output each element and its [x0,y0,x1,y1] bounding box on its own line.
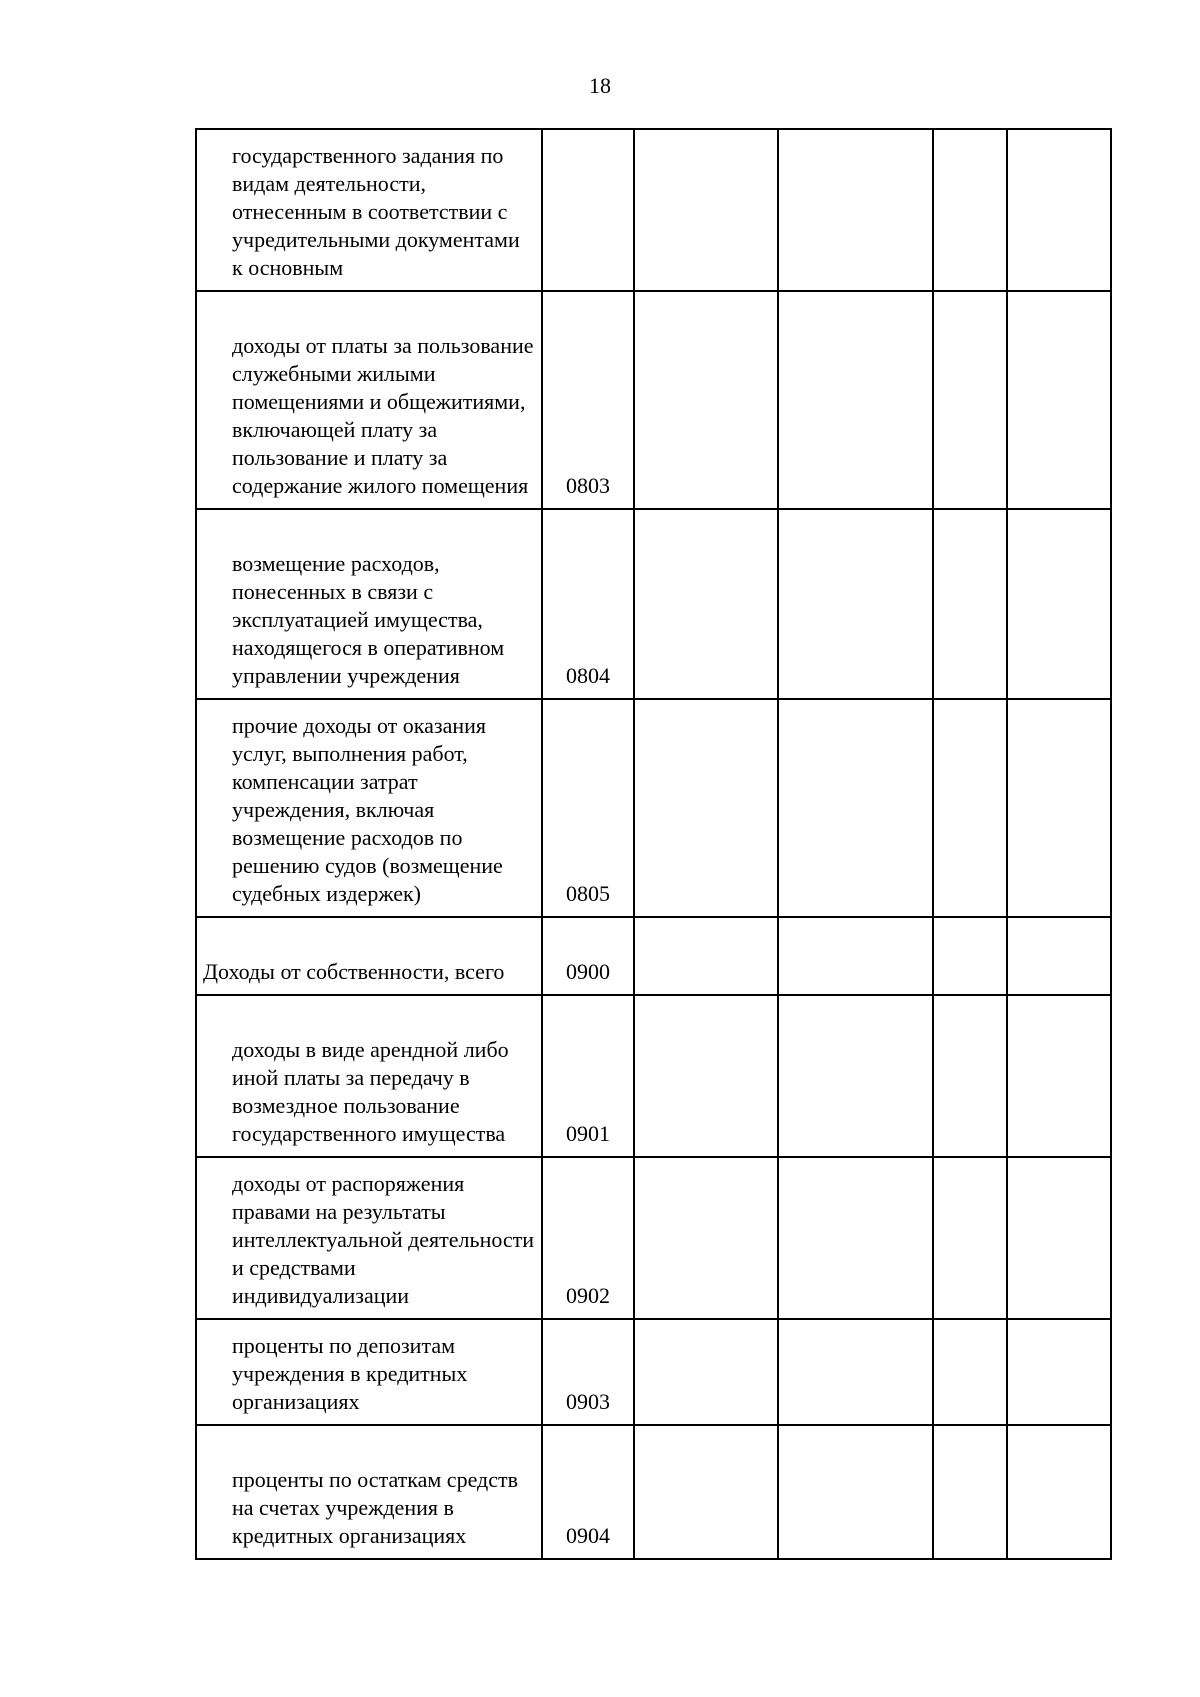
value-cell [634,995,778,1157]
row-description: проценты по депозитам учреждения в кредитных организациях [196,1319,542,1425]
value-cell [933,699,1007,917]
row-description: доходы в виде арендной либо иной платы за передачу в возмездное пользование государственного имущества [196,995,542,1157]
value-cell [778,995,933,1157]
value-cell [933,291,1007,509]
value-cell [778,291,933,509]
value-cell [1007,509,1111,699]
row-code: 0804 [542,509,634,699]
value-cell [778,509,933,699]
value-cell [1007,995,1111,1157]
value-cell [1007,129,1111,291]
row-description: доходы от распоряжения правами на результаты интеллектуальной деятельности и средствами индивидуализации [196,1157,542,1319]
value-cell [933,917,1007,995]
row-code: 0805 [542,699,634,917]
table-row [196,1319,1111,1425]
value-cell [634,1319,778,1425]
value-cell [933,1157,1007,1319]
value-cell [778,917,933,995]
value-cell [778,1157,933,1319]
table-row [196,129,1111,291]
row-description: государственного задания по видам деятельности, отнесенным в соответствии с учредительными документами к основным [196,129,542,291]
value-cell [933,1319,1007,1425]
value-cell [778,1425,933,1559]
value-cell [778,129,933,291]
table-row [196,509,1111,699]
value-cell [634,129,778,291]
value-cell [634,509,778,699]
value-cell [778,699,933,917]
row-code: 0900 [542,917,634,995]
value-cell [1007,1157,1111,1319]
table-row [196,1425,1111,1559]
value-cell [1007,1425,1111,1559]
table-row [196,1157,1111,1319]
value-cell [634,1425,778,1559]
value-cell [778,1319,933,1425]
row-description: прочие доходы от оказания услуг, выполнения работ, компенсации затрат учреждения, включая возмещение расходов по решению судов (возмещение судебных издержек) [196,699,542,917]
row-description: проценты по остаткам средств на счетах учреждения в кредитных организациях [196,1425,542,1559]
table-row [196,995,1111,1157]
row-code: 0904 [542,1425,634,1559]
value-cell [634,291,778,509]
value-cell [634,1157,778,1319]
value-cell [1007,699,1111,917]
row-code: 0901 [542,995,634,1157]
value-cell [933,995,1007,1157]
row-code: 0902 [542,1157,634,1319]
value-cell [634,917,778,995]
row-code [542,129,634,291]
row-code: 0903 [542,1319,634,1425]
value-cell [634,699,778,917]
row-description: возмещение расходов, понесенных в связи с эксплуатацией имущества, находящегося в оперативном управлении учреждения [196,509,542,699]
value-cell [1007,1319,1111,1425]
table-row [196,699,1111,917]
page-number: 18 [589,73,611,98]
table-row [196,291,1111,509]
table-row [196,917,1111,995]
income-table [195,128,1112,1560]
value-cell [1007,291,1111,509]
value-cell [933,1425,1007,1559]
row-code: 0803 [542,291,634,509]
value-cell [933,129,1007,291]
row-description: Доходы от собственности, всего [196,917,542,995]
row-description: доходы от платы за пользование служебными жилыми помещениями и общежитиями, включающей плату за пользование и плату за содержание жилого помещения [196,291,542,509]
value-cell [933,509,1007,699]
value-cell [1007,917,1111,995]
